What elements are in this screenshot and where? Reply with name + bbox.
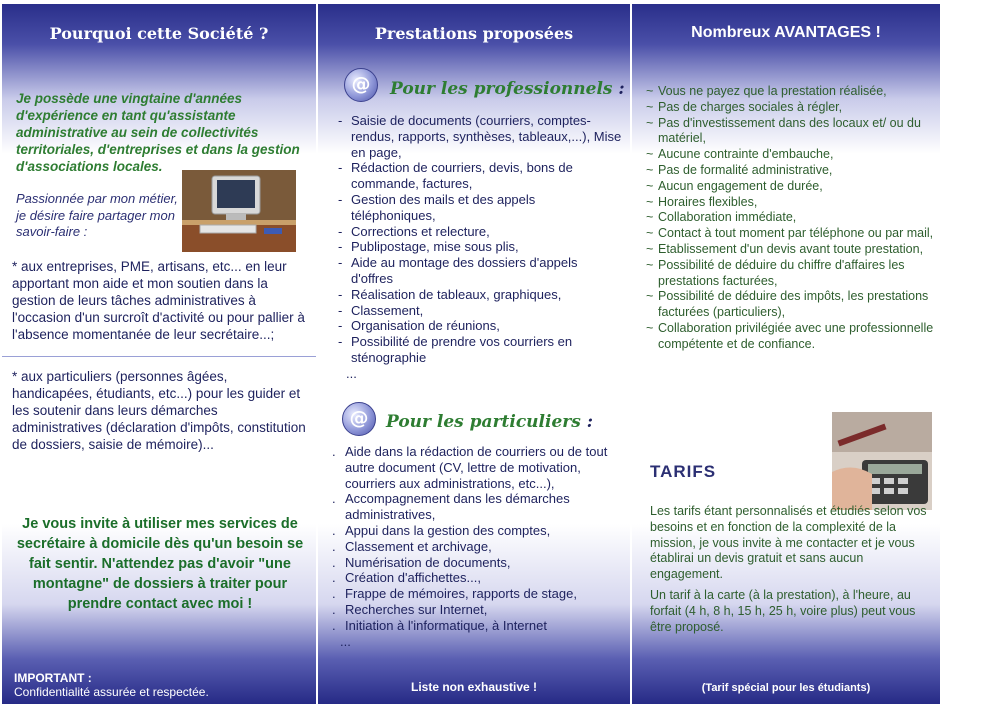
- list-item: ~ Aucun engagement de durée,: [646, 178, 823, 193]
- list-item: ~ Vous ne payez que la prestation réalisée,: [646, 84, 887, 98]
- at-icon: [342, 402, 376, 436]
- list-item: ~ Collaboration privilégiée avec une professionnelle compétente et de confiance.: [646, 320, 934, 351]
- subheading-particuliers: [386, 412, 593, 432]
- footer-liste: Liste non exhaustive !: [410, 680, 538, 694]
- particuliers-text: * aux particuliers (personnes âgées, handicapées, étudiants, etc...) pour les guider et les soutenir dans leurs démarches administratives (déclaration d'impôts, constitution de dossiers, saisie de mémoire)...: [12, 369, 306, 452]
- list-item: ~ Possibilité de déduire du chiffre d'affaires les prestations facturées,: [646, 257, 905, 288]
- tarifs-text-1: Les tarifs étant personnalisés et étudiés selon vos besoins et en fonction de la complexité de la mission, je vous invite à me contacter et je vous établirai un devis gratuit et sans aucun engagement.: [650, 504, 927, 582]
- list-item: . Accompagnement dans les démarches administratives,: [332, 491, 570, 523]
- list-item: . Appui dans la gestion des comptes,: [332, 522, 551, 538]
- pro-more: ...: [346, 365, 357, 381]
- tarifs-heading: TARIFS: [650, 462, 717, 481]
- list-item: . Création d'affichettes...,: [332, 570, 481, 586]
- at-icon: [344, 68, 378, 102]
- part-colon: :: [580, 412, 594, 432]
- panel-pourquoi: [2, 4, 316, 704]
- list-item: - Rédaction de courriers, devis, bons de commande, factures,: [338, 160, 573, 192]
- list-item: - Réalisation de tableaux, graphiques,: [338, 286, 562, 302]
- list-item: - Aide au montage des dossiers d'appels d'offres: [338, 255, 578, 286]
- computer-photo: [182, 170, 296, 252]
- at-symbol: @: [349, 407, 369, 429]
- list-item: . Recherches sur Internet,: [332, 601, 488, 617]
- passion-text: Passionnée par mon métier, je désire faire partager mon savoir-faire :: [16, 191, 178, 239]
- avantages-list: [646, 84, 936, 353]
- list-item: ~ Possibilité de déduire des impôts, les prestations facturées (particuliers),: [646, 289, 929, 320]
- list-item: ~ Contact à tout moment par téléphone ou par mail,: [646, 226, 934, 241]
- invite-text: Je vous invite à utiliser mes services de secrétaire à domicile dès qu'un besoin se fait sentir. N'attendez pas d'avoir "une montagne" de dossiers à traiter pour prendre contact avec moi !: [16, 516, 304, 612]
- pro-title: Pour les professionnels: [390, 79, 613, 99]
- panel-heading-avantages: Nombreux AVANTAGES !: [691, 24, 881, 41]
- part-title: Pour les particuliers: [386, 412, 581, 432]
- subheading-professionnels: [390, 79, 625, 99]
- calculator-photo: [832, 412, 932, 510]
- important-note: [14, 671, 314, 699]
- part-list: [332, 444, 624, 649]
- list-item: - Publipostage, mise sous plis,: [338, 239, 519, 255]
- important-text: Confidentialité assurée et respectée.: [14, 685, 209, 699]
- list-item: - Gestion des mails et des appels téléphoniques,: [338, 191, 536, 223]
- intro-experience: Je possède une vingtaine d'années d'expérience en tant qu'assistante administrative au sein de collectivités territoriales, d'entreprises et dans la gestion d'associations locales.: [16, 91, 300, 174]
- list-item: - Saisie de documents (courriers, comptes-rendus, rapports, synthèses, tableaux,...), Mise en page,: [338, 113, 622, 160]
- list-item: . Classement et archivage,: [332, 538, 492, 554]
- part-more: ...: [340, 633, 351, 649]
- important-label: IMPORTANT :: [14, 671, 92, 685]
- at-symbol: @: [351, 73, 371, 95]
- list-item: ~ Pas d'investissement dans des locaux et/ ou du matériel,: [646, 115, 921, 146]
- entreprises-text: * aux entreprises, PME, artisans, etc... en leur apportant mon aide et mon soutien dans la gestion de leurs tâches administratives à l'occasion d'un surcroît d'activité ou pour pallier à l'absence momentanée de leur secrétaire...;: [12, 259, 305, 342]
- pro-colon: :: [612, 79, 625, 99]
- list-item: . Initiation à l'informatique, à Internet: [332, 617, 547, 633]
- list-item: ~ Collaboration immédiate,: [646, 210, 797, 225]
- list-item: . Frappe de mémoires, rapports de stage,: [332, 586, 577, 602]
- list-item: ~ Pas de formalité administrative,: [646, 162, 833, 177]
- list-item: ~ Pas de charges sociales à régler,: [646, 99, 843, 114]
- list-item: ~ Etablissement d'un devis avant toute prestation,: [646, 241, 924, 256]
- panel-avantages: [632, 4, 940, 704]
- list-item: - Corrections et relecture,: [338, 223, 490, 239]
- pro-list: [338, 113, 623, 382]
- list-item: - Organisation de réunions,: [338, 318, 500, 334]
- list-item: ~ Horaires flexibles,: [646, 194, 758, 209]
- list-item: - Classement,: [338, 302, 424, 318]
- footer-etudiants: (Tarif spécial pour les étudiants): [701, 682, 871, 694]
- panel-prestations: [318, 4, 630, 704]
- list-item: . Aide dans la rédaction de courriers ou de tout autre document (CV, lettre de motivation, courriers aux administrations, etc...),: [332, 444, 608, 491]
- tarifs-text-2: Un tarif à la carte (à la prestation), à l'heure, au forfait (4 h, 8 h, 15 h, 25 h, voire plus) peut vous être proposé.: [650, 588, 916, 634]
- list-item: ~ Aucune contrainte d'embauche,: [646, 147, 834, 162]
- divider: [2, 356, 316, 357]
- panel-heading-pourquoi: Pourquoi cette Société ?: [49, 24, 269, 43]
- list-item: - Possibilité de prendre vos courriers en sténographie: [338, 334, 573, 365]
- list-item: . Numérisation de documents,: [332, 554, 511, 570]
- panel-heading-prestations: Prestations proposées: [374, 24, 574, 43]
